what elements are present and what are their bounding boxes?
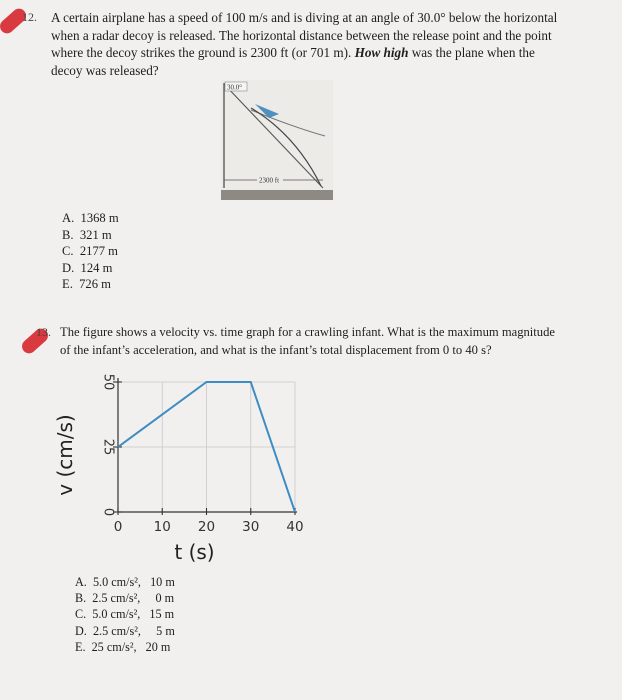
y-tick-label: 25 (100, 438, 116, 456)
choice-13-c[interactable]: C. 5.0 cm/s², 15 m (75, 607, 175, 622)
q12-line3 (51, 44, 571, 62)
choice-13-b[interactable]: B. 2.5 cm/s², 0 m (75, 591, 175, 606)
dive-figure (221, 80, 333, 200)
q12-line2: when a radar decoy is released. The horizontal distance between the release point and the point (51, 27, 552, 43)
choice-13-e[interactable]: E. 25 cm/s², 20 m (75, 639, 171, 654)
x-tick-label: 30 (242, 519, 260, 535)
question-13-text (60, 324, 560, 359)
distance-label: 2300 ft (259, 176, 280, 185)
choice-12-b[interactable]: B. 321 m (62, 227, 112, 242)
choice-13-a[interactable]: A. 5.0 cm/s², 10 m (75, 575, 175, 589)
q12-line4: decoy was released? (51, 62, 159, 78)
x-tick-label: 10 (153, 519, 171, 535)
question-number-13: 13. (36, 325, 51, 339)
plane-path (251, 110, 325, 136)
q12-line3-start: where the decoy strikes the ground is 2300 ft (or 701 m). (51, 45, 352, 60)
q12-line1: A certain airplane has a speed of 100 m/s and is diving at an angle of 30.0° below the horizontal (51, 10, 558, 25)
choice-13-d[interactable]: D. 2.5 cm/s², 5 m (75, 623, 175, 638)
angle-label: 30.0° (227, 83, 243, 92)
q13-line1: The figure shows a velocity vs. time graph for a crawling infant. What is the maximum magnitude (60, 325, 555, 339)
q13-line2: of the infant’s acceleration, and what is the infant’s total displacement from 0 to 40 s? (60, 342, 492, 357)
q13-choices (75, 574, 175, 655)
ground-strip (221, 190, 333, 200)
chart-axes (113, 378, 297, 515)
velocity-time-chart (50, 370, 350, 570)
y-tick-label: 50 (100, 373, 116, 391)
q12-line3-end: was the plane when the (411, 45, 535, 60)
choice-12-c[interactable]: C. 2177 m (62, 244, 118, 259)
choice-12-e[interactable]: E. 726 m (62, 277, 111, 292)
dive-line (224, 84, 323, 188)
chart-grid (118, 382, 295, 512)
question-12-text (51, 9, 571, 79)
choice-12-d[interactable]: D. 124 m (62, 260, 113, 275)
question-number-12: 12. (22, 10, 37, 24)
x-tick-label: 20 (197, 519, 216, 535)
y-tick-label: 0 (100, 507, 116, 517)
x-tick-label: 0 (113, 519, 123, 535)
dive-diagram (221, 80, 333, 200)
choice-12-a[interactable]: A. 1368 m (62, 211, 119, 225)
x-axis-label: t (s) (174, 540, 215, 564)
y-axis-label: v (cm/s) (53, 414, 77, 496)
airplane-icon (255, 104, 279, 118)
q12-choices (62, 210, 119, 293)
q12-emphasis: How high (354, 45, 409, 60)
x-tick-label: 40 (286, 519, 304, 535)
